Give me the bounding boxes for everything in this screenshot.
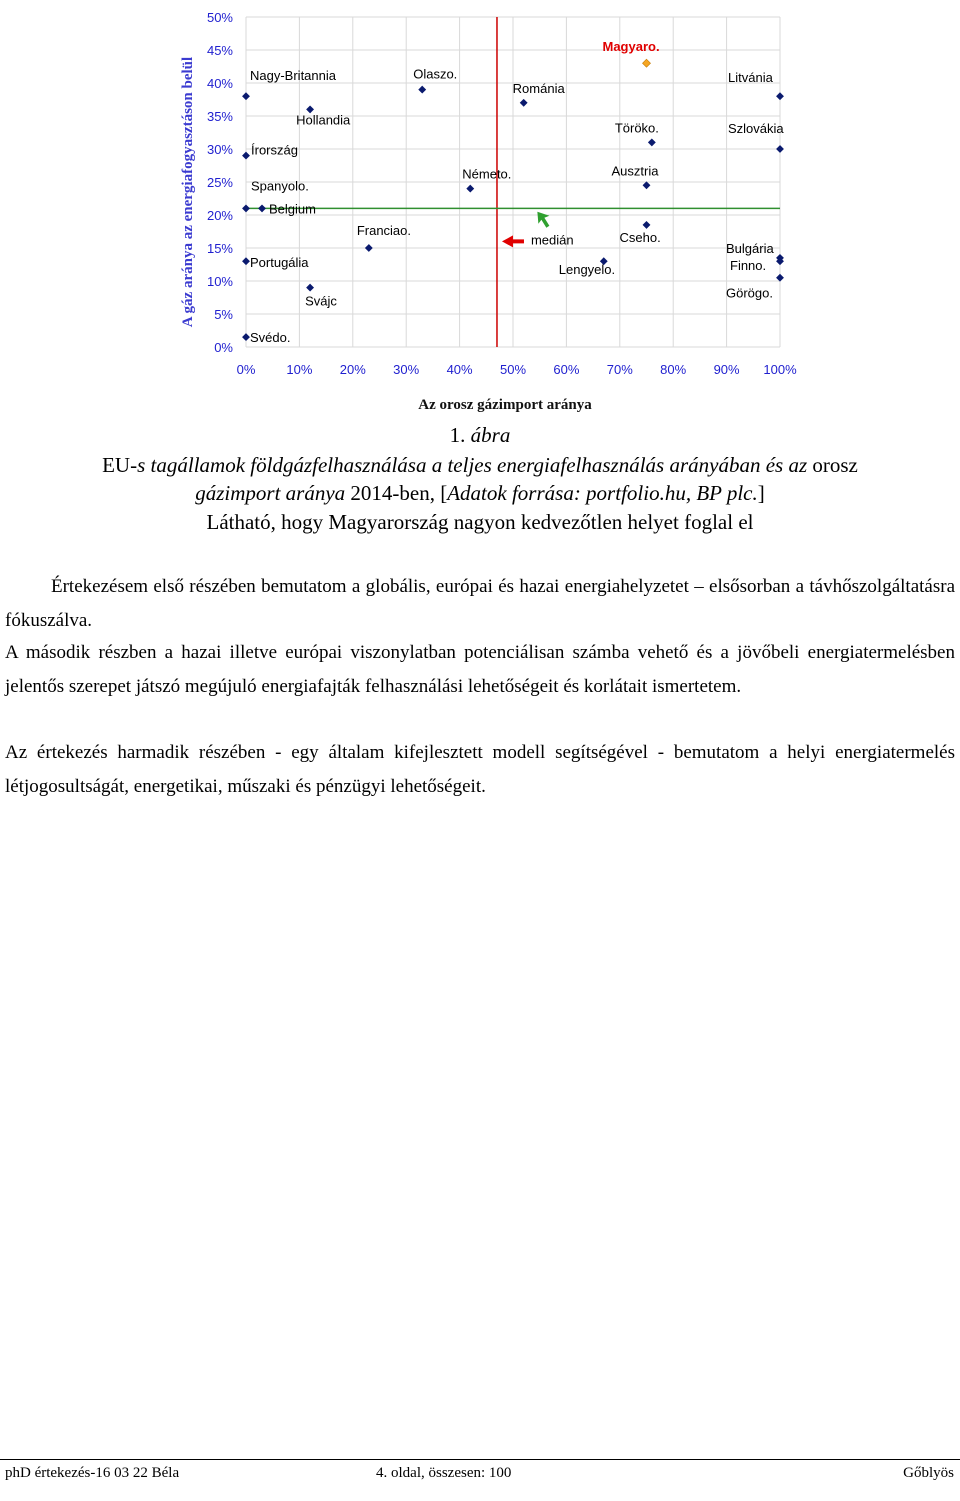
- point-label: Franciao.: [356, 223, 412, 238]
- x-tick-label: 60%: [553, 362, 580, 377]
- footer-page-number: 4. oldal, összesen: 100: [376, 1465, 512, 1481]
- point-label: Svédo.: [250, 330, 291, 346]
- footer-divider: [0, 1459, 960, 1460]
- y-tick-label: 10%: [206, 274, 233, 289]
- median-red-arrow-icon: [502, 235, 524, 247]
- x-tick-label: 80%: [660, 362, 687, 377]
- point-label: Németo.: [462, 166, 512, 182]
- paragraph-2: A második részben a hazai illetve európai viszonylatban potenciálisan számba vehető és a jövőbeli energiatermelésben jelentős szerepet játszó megújuló energiafajták felhasználási lehetőségeit és korlátait ismertetem.: [5, 642, 955, 697]
- x-tick-label: 40%: [446, 362, 473, 377]
- point-label: Bulgária: [726, 240, 774, 256]
- point-label: Nagy-Britannia: [250, 68, 336, 84]
- footer-left: phD értekezés-16 03 22 Béla: [5, 1465, 180, 1481]
- point-label: Írország: [251, 142, 298, 158]
- point-label: Cseho.: [619, 229, 661, 245]
- data-point: [243, 152, 250, 159]
- data-point: [243, 93, 250, 100]
- data-point: [520, 99, 527, 106]
- median-label: medián: [530, 232, 574, 248]
- data-point: [259, 205, 266, 212]
- figure-number: [0, 422, 960, 448]
- figure-ordinal: ábra: [470, 423, 511, 447]
- x-tick-label: 20%: [339, 362, 366, 377]
- point-label: Svájc: [305, 293, 337, 309]
- caption-part: EU-: [102, 453, 138, 477]
- data-point: [777, 146, 784, 153]
- y-tick-label: 40%: [206, 76, 233, 91]
- data-point: [467, 185, 474, 192]
- footer-right: Gőblyös: [903, 1465, 954, 1481]
- paragraph-1: Értekezésem első részében bemutatom a globális, európai és hazai energiahelyzetet – elsősorban a távhőszolgáltatásra fókuszálva.: [5, 576, 955, 631]
- figure-caption-line-3: Látható, hogy Magyarország nagyon kedvezőtlen helyet foglal el: [206, 510, 754, 534]
- y-tick-label: 45%: [206, 43, 233, 58]
- y-tick-label: 25%: [206, 175, 233, 190]
- x-tick-label: 10%: [286, 362, 313, 377]
- y-tick-label: 15%: [206, 241, 233, 256]
- caption-part: Adatok forrása: portfolio.hu, BP plc.: [447, 481, 758, 505]
- x-tick-label: 50%: [499, 362, 527, 377]
- highlighted-point: [643, 59, 651, 67]
- point-label: Portugália: [250, 255, 309, 271]
- x-tick-label: 30%: [393, 362, 420, 377]
- point-label: Hollandia: [296, 112, 351, 128]
- x-tick-label: 0%: [236, 362, 256, 377]
- caption-part: orosz: [812, 453, 858, 477]
- x-tick-label: 90%: [713, 362, 740, 377]
- point-label: Olaszo.: [413, 66, 458, 82]
- figure-number-value: 1.: [449, 423, 466, 447]
- point-label: Lengyelo.: [558, 262, 616, 278]
- point-label: Magyaro.: [602, 39, 660, 55]
- y-tick-label: 20%: [206, 208, 233, 223]
- point-label: Litvánia: [728, 70, 773, 86]
- data-point: [648, 139, 655, 146]
- caption-part: s tagállamok földgázfelhasználása a teljes energiafelhasználás arányában és az: [137, 453, 813, 477]
- x-axis-label: Az orosz gázimport aránya: [418, 397, 592, 413]
- x-tick-label: 70%: [606, 362, 633, 377]
- chart-tick-labels: [207, 10, 797, 377]
- paragraph-3: Az értekezés harmadik részében - egy általam kifejlesztett modell segítségével - bemutatom a helyi energiatermelés létjogosultságát, energetikai, műszaki és pénzügyi lehetőségeit.: [5, 742, 955, 797]
- point-label: Finno.: [730, 258, 767, 274]
- data-point: [365, 245, 372, 252]
- point-label: Románia: [512, 80, 565, 96]
- point-label: Ausztria: [611, 163, 659, 179]
- data-point: [243, 334, 250, 341]
- point-label: Görögo.: [726, 285, 773, 301]
- y-tick-label: 50%: [206, 10, 233, 25]
- figure-caption-line-2: [0, 480, 960, 506]
- caption-part: gázimport aránya: [195, 481, 351, 505]
- data-point: [243, 258, 250, 265]
- caption-part: 2014-ben, [: [350, 481, 448, 505]
- median-green-arrow-icon: [537, 212, 549, 228]
- caption-part: ]: [757, 481, 765, 505]
- point-label: Belgium: [269, 201, 316, 217]
- data-point: [777, 93, 784, 100]
- y-tick-label: 35%: [206, 109, 233, 124]
- data-point: [419, 86, 426, 93]
- y-tick-label: 5%: [214, 307, 233, 322]
- data-point: [777, 274, 784, 281]
- scatter-chart: [170, 0, 810, 420]
- y-tick-label: 30%: [206, 142, 233, 157]
- data-point: [243, 205, 250, 212]
- point-label: Spanyolo.: [251, 178, 309, 194]
- point-label: Törökо.: [614, 120, 659, 136]
- data-point: [643, 221, 650, 228]
- data-point: [643, 182, 650, 189]
- point-label: Szlovákia: [728, 121, 784, 136]
- y-axis-label: A gáz aránya az energiafogyasztáson belül: [180, 56, 196, 328]
- chart-point-labels: [250, 39, 784, 345]
- x-tick-label: 100%: [763, 362, 797, 377]
- data-point: [307, 284, 314, 291]
- y-tick-label: 0%: [214, 340, 233, 355]
- figure-caption-line-1: [0, 452, 960, 478]
